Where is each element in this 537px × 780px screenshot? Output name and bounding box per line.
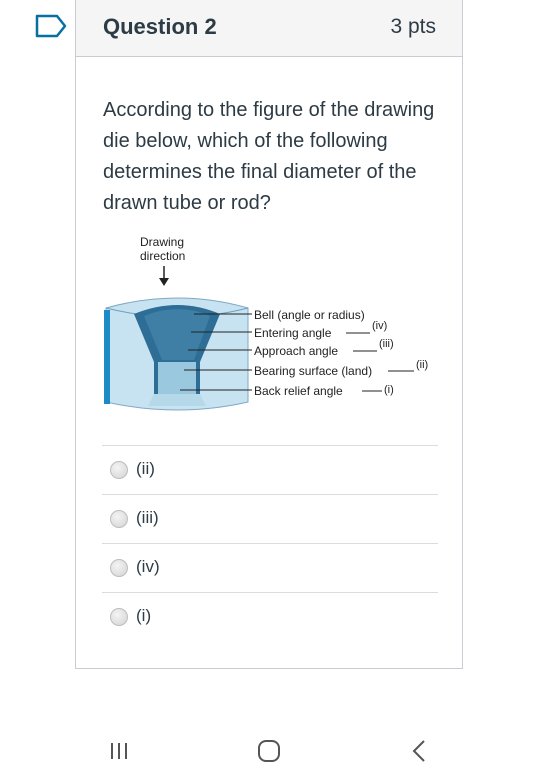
answer-label[interactable]: (ii) bbox=[136, 459, 155, 478]
question-card bbox=[75, 0, 463, 669]
back-icon[interactable] bbox=[406, 738, 434, 764]
home-icon[interactable] bbox=[255, 738, 283, 764]
figure-label-back-relief-angle: Back relief angle bbox=[254, 384, 343, 398]
question-text: According to the figure of the drawing die below, which of the following determines the final diameter of the drawn tube or rod? bbox=[103, 99, 435, 214]
radio-button[interactable] bbox=[110, 510, 128, 528]
android-nav-bar bbox=[0, 720, 537, 780]
figure-direction-label-line1: Drawing bbox=[140, 235, 185, 249]
figure-marker-ii: (ii) bbox=[416, 359, 429, 371]
drawing-direction-arrow-icon bbox=[159, 266, 169, 286]
figure-marker-i: (i) bbox=[384, 384, 394, 396]
figure-label-approach-angle: Approach angle bbox=[254, 344, 339, 358]
die-illustration bbox=[104, 298, 248, 410]
radio-button[interactable] bbox=[110, 559, 128, 577]
radio-button[interactable] bbox=[110, 608, 128, 626]
figure-label-bearing-surface: Bearing surface (land) bbox=[254, 364, 373, 378]
figure-label-bell: Bell (angle or radius) bbox=[254, 308, 365, 322]
answer-option[interactable] bbox=[102, 494, 438, 543]
answer-option[interactable] bbox=[102, 592, 438, 641]
question-header bbox=[76, 0, 462, 57]
question-points: 3 pts bbox=[390, 15, 436, 38]
radio-button[interactable] bbox=[110, 461, 128, 479]
answer-label[interactable]: (iii) bbox=[136, 508, 159, 527]
figure-marker-iv: (iv) bbox=[372, 320, 388, 332]
answer-option[interactable] bbox=[102, 543, 438, 592]
answer-label[interactable]: (iv) bbox=[136, 557, 160, 576]
answer-list bbox=[102, 445, 438, 641]
question-title: Question 2 bbox=[103, 14, 217, 39]
answer-label[interactable]: (i) bbox=[136, 606, 152, 625]
figure-direction-label-line2: direction bbox=[140, 249, 186, 263]
figure-marker-iii: (iii) bbox=[379, 338, 394, 350]
figure-label-entering-angle: Entering angle bbox=[254, 326, 332, 340]
answer-option[interactable] bbox=[102, 445, 438, 494]
drawing-die-figure bbox=[96, 232, 441, 422]
recents-icon[interactable] bbox=[106, 738, 134, 764]
question-flag-icon[interactable] bbox=[35, 14, 67, 38]
